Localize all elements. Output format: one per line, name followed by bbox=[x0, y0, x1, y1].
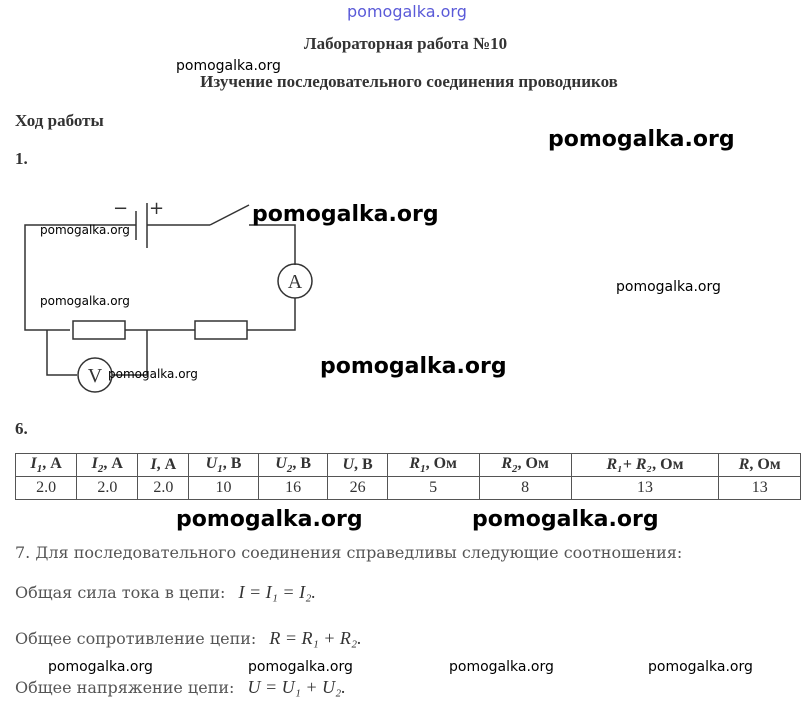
battery-plus-sign: + bbox=[149, 198, 165, 219]
relation-formula: I = I₁ = I₂. bbox=[238, 582, 316, 602]
watermark: pomogalka.org bbox=[616, 279, 721, 295]
watermark-top: pomogalka.org bbox=[347, 2, 467, 21]
table-cell: 13 bbox=[719, 477, 801, 500]
relation-formula: R = R₁ + R₂. bbox=[269, 628, 362, 648]
table-cell: 10 bbox=[189, 477, 259, 500]
relation-resistance bbox=[15, 628, 362, 649]
relation-label: Общее напряжение цепи: bbox=[15, 678, 235, 697]
table-cell: 5 bbox=[387, 477, 479, 500]
step-7-text: 7. Для последовательного соединения справедливы следующие соотношения: bbox=[15, 543, 683, 562]
watermark: pomogalka.org bbox=[320, 354, 507, 379]
relation-current bbox=[15, 582, 316, 603]
watermark: pomogalka.org bbox=[108, 367, 198, 381]
table-header-i: I, А bbox=[138, 454, 189, 477]
section-heading: Ход работы bbox=[15, 111, 104, 130]
table-cell: 2.0 bbox=[138, 477, 189, 500]
table-cell: 13 bbox=[571, 477, 719, 500]
table-header-i2: $I_2$, А bbox=[77, 454, 138, 477]
watermark: pomogalka.org bbox=[48, 659, 153, 675]
relation-formula: U = U₁ + U₂. bbox=[247, 677, 346, 697]
table-cell: 16 bbox=[258, 477, 328, 500]
table-header-u: U, В bbox=[328, 454, 387, 477]
watermark: pomogalka.org bbox=[449, 659, 554, 675]
relation-label: Общая сила тока в цепи: bbox=[15, 583, 226, 602]
watermark: pomogalka.org bbox=[40, 223, 130, 237]
table-header-r: R, Ом bbox=[719, 454, 801, 477]
relation-label: Общее сопротивление цепи: bbox=[15, 629, 257, 648]
page-subtitle: Изучение последовательного соединения проводников bbox=[200, 72, 618, 91]
table-header-u2: $U_2$, В bbox=[258, 454, 328, 477]
table-cell: 26 bbox=[328, 477, 387, 500]
watermark: pomogalka.org bbox=[252, 202, 439, 227]
step-6-label: 6. bbox=[15, 419, 28, 438]
watermark: pomogalka.org bbox=[548, 127, 735, 152]
table-header-r2: $R_2$, Ом bbox=[479, 454, 571, 477]
watermark: pomogalka.org bbox=[176, 58, 281, 74]
table-row bbox=[16, 477, 801, 500]
relation-voltage bbox=[15, 677, 346, 698]
watermark: pomogalka.org bbox=[648, 659, 753, 675]
watermark: pomogalka.org bbox=[176, 507, 363, 532]
watermark: pomogalka.org bbox=[472, 507, 659, 532]
table-header-u1: $U_1$, В bbox=[189, 454, 259, 477]
table-header-r1: $R_1$, Ом bbox=[387, 454, 479, 477]
table-header-r1-plus-r2: R₁+ R₂, Ом bbox=[571, 454, 719, 477]
table-cell: 2.0 bbox=[16, 477, 77, 500]
ammeter-label: A bbox=[287, 271, 303, 293]
page-title: Лабораторная работа №10 bbox=[303, 34, 508, 53]
watermark: pomogalka.org bbox=[40, 294, 130, 308]
voltmeter-label: V bbox=[87, 365, 103, 387]
step-1-label: 1. bbox=[15, 149, 28, 168]
results-table bbox=[15, 453, 801, 500]
battery-minus-sign: − bbox=[113, 198, 129, 219]
table-cell: 8 bbox=[479, 477, 571, 500]
table-cell: 2.0 bbox=[77, 477, 138, 500]
table-header-i1: $I_1$, А bbox=[16, 454, 77, 477]
watermark: pomogalka.org bbox=[248, 659, 353, 675]
table-header-row bbox=[16, 454, 801, 477]
